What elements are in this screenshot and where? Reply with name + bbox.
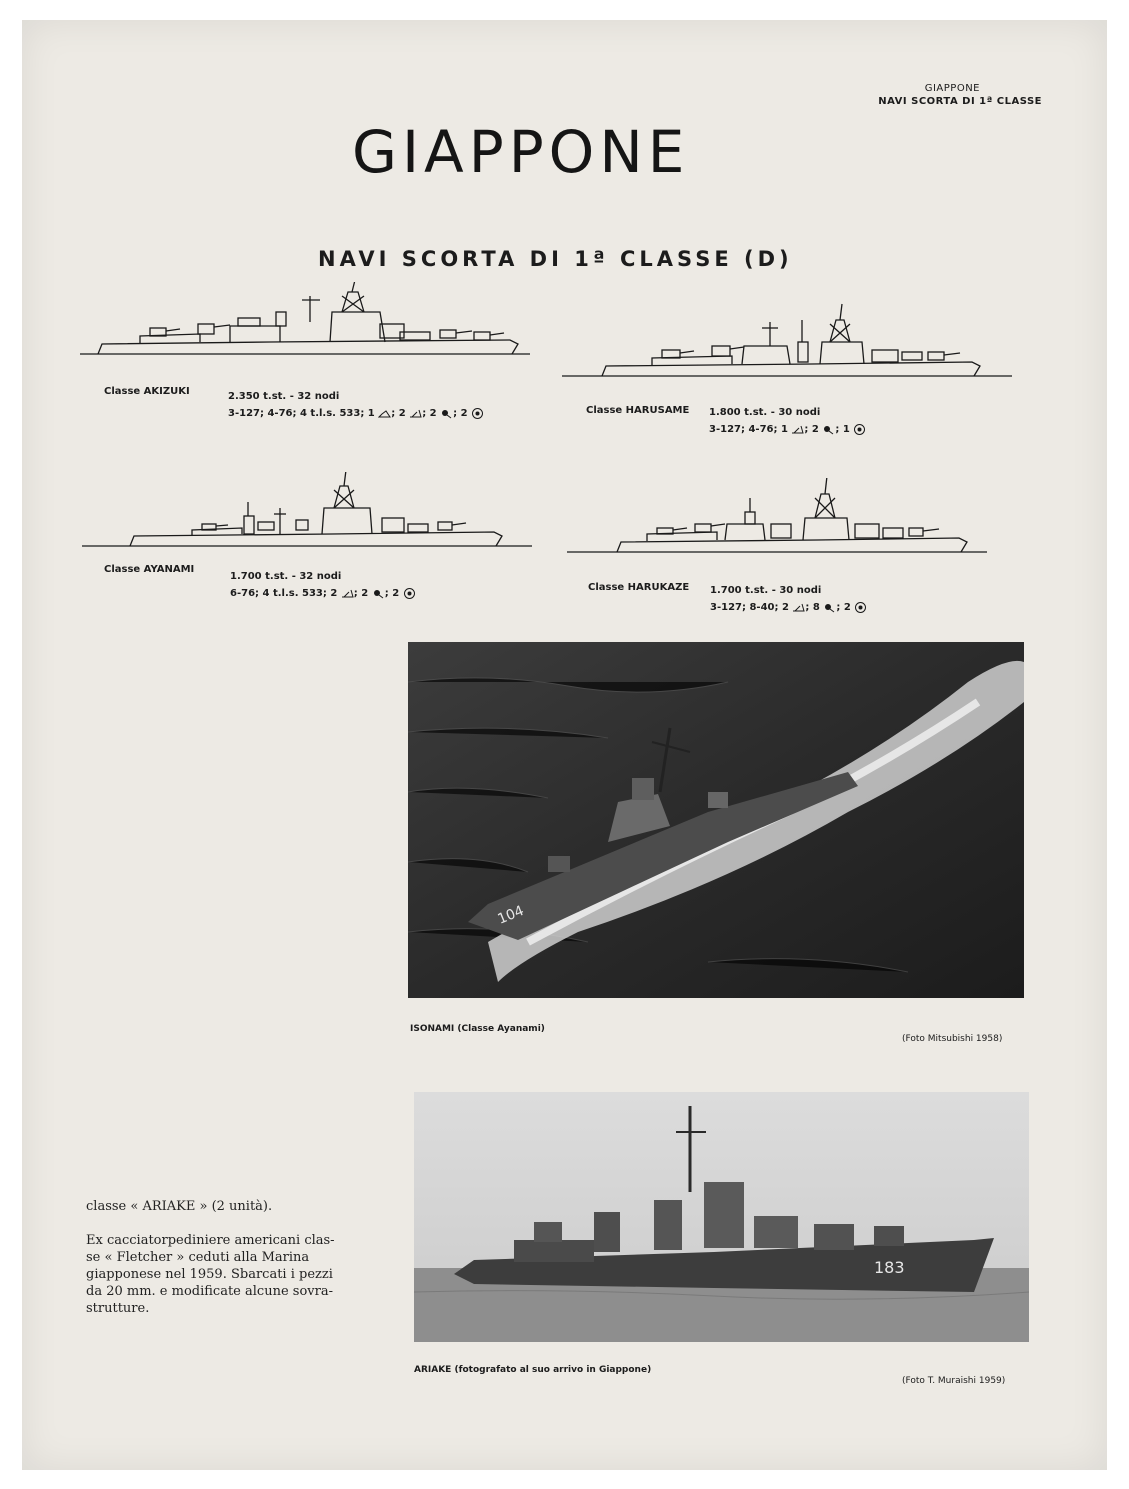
isonami-hull-number: 104 bbox=[495, 902, 527, 928]
ariake-line-3: giapponese nel 1959. Sbarcati i pezzi bbox=[86, 1267, 333, 1282]
running-head-country: GIAPPONE bbox=[924, 83, 980, 94]
ariake-credit: (Foto T. Muraishi 1959) bbox=[902, 1376, 1006, 1386]
harukaze-silhouette bbox=[567, 478, 987, 558]
akizuki-class-label: Classe AKIZUKI bbox=[104, 386, 190, 397]
radar-icon bbox=[471, 408, 484, 419]
harusame-spec-displacement: 1.800 t.st. - 30 nodi bbox=[709, 407, 821, 418]
harusame-spec-weapons: 3-127; 4-76; 1 bbox=[709, 424, 788, 435]
ariake-line-5: strutture. bbox=[86, 1301, 150, 1316]
akizuki-silhouette bbox=[80, 282, 530, 362]
mortar-icon bbox=[372, 588, 385, 599]
harusame-class-label: Classe HARUSAME bbox=[586, 405, 690, 416]
ariake-photo bbox=[414, 1092, 1029, 1342]
running-head-section: NAVI SCORTA DI 1ª CLASSE bbox=[878, 96, 1042, 107]
radar-icon bbox=[854, 602, 867, 613]
akizuki-spec-displacement: 2.350 t.st. - 32 nodi bbox=[228, 391, 340, 402]
radar-icon bbox=[403, 588, 416, 599]
magazine-page bbox=[22, 20, 1107, 1470]
isonami-photo bbox=[408, 642, 1024, 998]
ariake-line-2: se « Fletcher » ceduti alla Marina bbox=[86, 1250, 310, 1265]
running-head bbox=[812, 82, 1042, 108]
harukaze-mortar-count: 8 bbox=[812, 602, 820, 613]
akizuki-spec-weapons: 3-127; 4-76; 4 t.l.s. 533; 1 bbox=[228, 408, 375, 419]
depth-charge-rack-icon bbox=[341, 588, 354, 599]
harusame-mortar-count: 2 bbox=[811, 424, 819, 435]
ariake-text-block bbox=[86, 1198, 406, 1317]
harukaze-spec-armament: 3-127; 8-40; 2 ; 8 ; 2 bbox=[710, 599, 867, 616]
ayanami-spec-displacement: 1.700 t.st. - 32 nodi bbox=[230, 571, 342, 582]
mortar-icon bbox=[822, 424, 835, 435]
depth-charge-thrower-icon bbox=[378, 408, 391, 419]
depth-charge-rack-icon bbox=[791, 424, 804, 435]
harusame-silhouette bbox=[562, 302, 1012, 382]
ayanami-specs bbox=[230, 568, 416, 602]
ayanami-spec-weapons: 6-76; 4 t.l.s. 533; 2 bbox=[230, 588, 338, 599]
mortar-icon bbox=[440, 408, 453, 419]
ariake-line-4: da 20 mm. e modificate alcune sovra- bbox=[86, 1284, 333, 1299]
ayanami-spec-armament: 6-76; 4 t.l.s. 533; 2 ; 2 ; 2 bbox=[230, 585, 416, 602]
harukaze-class-label: Classe HARUKAZE bbox=[588, 582, 690, 593]
isonami-credit: (Foto Mitsubishi 1958) bbox=[902, 1034, 1003, 1044]
akizuki-rack-count: 2 bbox=[398, 408, 406, 419]
harusame-radar-count: 1 bbox=[842, 424, 850, 435]
depth-charge-rack-icon bbox=[409, 408, 422, 419]
page-title: GIAPPONE bbox=[352, 118, 690, 186]
mortar-icon bbox=[823, 602, 836, 613]
akizuki-radar-count: 2 bbox=[460, 408, 468, 419]
ariake-line-1: Ex cacciatorpediniere americani clas- bbox=[86, 1233, 335, 1248]
ariake-hull-number: 183 bbox=[874, 1258, 905, 1277]
harukaze-spec-weapons: 3-127; 8-40; 2 bbox=[710, 602, 789, 613]
ayanami-mortar-count: 2 bbox=[361, 588, 369, 599]
page-subtitle: NAVI SCORTA DI 1ª CLASSE (D) bbox=[318, 247, 793, 271]
akizuki-spec-armament: 3-127; 4-76; 4 t.l.s. 533; 1 ; 2 ; 2 ; 2 bbox=[228, 405, 484, 422]
harusame-spec-armament: 3-127; 4-76; 1 ; 2 ; 1 bbox=[709, 421, 866, 438]
harukaze-spec-displacement: 1.700 t.st. - 30 nodi bbox=[710, 585, 822, 596]
ariake-caption: ARIAKE (fotografato al suo arrivo in Giappone) bbox=[414, 1365, 652, 1375]
radar-icon bbox=[853, 424, 866, 435]
ariake-heading: classe « ARIAKE » (2 unità). bbox=[86, 1199, 273, 1214]
harusame-specs bbox=[709, 404, 866, 438]
harukaze-radar-count: 2 bbox=[843, 602, 851, 613]
akizuki-mortar-count: 2 bbox=[429, 408, 437, 419]
depth-charge-rack-icon bbox=[792, 602, 805, 613]
isonami-caption: ISONAMI (Classe Ayanami) bbox=[410, 1024, 545, 1034]
harukaze-specs bbox=[710, 582, 867, 616]
ayanami-silhouette bbox=[82, 472, 532, 552]
ayanami-class-label: Classe AYANAMI bbox=[104, 564, 195, 575]
ayanami-radar-count: 2 bbox=[392, 588, 400, 599]
akizuki-specs bbox=[228, 388, 484, 422]
